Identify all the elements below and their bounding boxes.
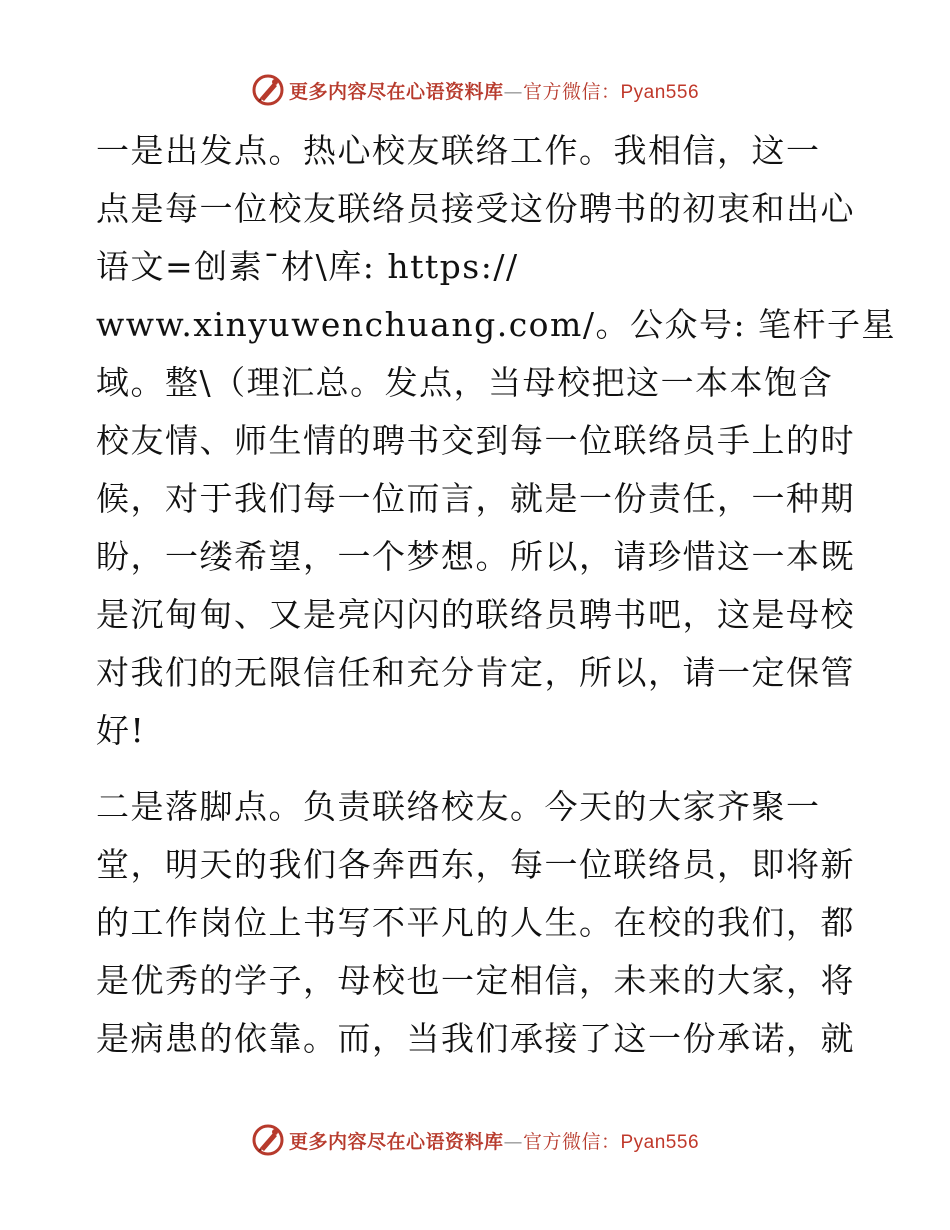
- pen-logo-icon: [251, 73, 285, 107]
- text-line: 二是落脚点。负责联络校友。今天的大家齐聚一: [96, 787, 821, 826]
- text-line: 好!: [96, 711, 146, 750]
- text-line: 堂，明天的我们各奔西东，每一位联络员，即将新: [96, 845, 855, 884]
- footer-banner-text: [289, 1127, 699, 1154]
- header-brand: 更多内容尽在心语资料库: [288, 80, 504, 103]
- paragraph-gap: [96, 760, 856, 778]
- paragraph-1: [96, 122, 897, 760]
- text-line: www.xinyuwenchuang.com/。公众号: 笔杆子星: [96, 305, 897, 344]
- footer-separator: —: [503, 1130, 523, 1153]
- text-line: 对我们的无限信任和充分肯定，所以，请一定保管: [96, 653, 855, 692]
- text-line: 的工作岗位上书写不平凡的人生。在校的我们，都: [96, 903, 855, 942]
- footer-wechat-label: 官方微信：: [522, 1130, 621, 1153]
- footer-wechat-id: Pyan556: [620, 1131, 700, 1153]
- pen-logo-icon: [251, 1123, 285, 1157]
- header-wechat-id: Pyan556: [620, 81, 700, 103]
- text-line: 一是出发点。热心校友联络工作。我相信，这一: [96, 131, 821, 170]
- text-line: 是病患的依靠。而，当我们承接了这一份承诺，就: [96, 1019, 855, 1058]
- text-line: 候，对于我们每一位而言，就是一份责任，一种期: [96, 479, 855, 518]
- text-line: 域。整\（理汇总。发点，当母校把这一本本饱含: [96, 363, 834, 402]
- footer-banner: [0, 1120, 950, 1160]
- header-separator: —: [503, 80, 523, 103]
- header-wechat-label: 官方微信：: [522, 80, 621, 103]
- text-line: 是优秀的学子，母校也一定相信，未来的大家，将: [96, 961, 855, 1000]
- footer-brand: 更多内容尽在心语资料库: [288, 1130, 504, 1153]
- header-banner-text: [289, 77, 699, 104]
- paragraph-2: [96, 778, 856, 1068]
- text-line: 点是每一位校友联络员接受这份聘书的初衷和出心: [96, 189, 855, 228]
- text-line: 盼，一缕希望，一个梦想。所以，请珍惜这一本既: [96, 537, 855, 576]
- document-body: [96, 122, 897, 1068]
- text-line: 校友情、师生情的聘书交到每一位联络员手上的时: [96, 421, 855, 460]
- text-line: 语文=创素¯材\库: https://: [96, 247, 519, 286]
- text-line: 是沉甸甸、又是亮闪闪的联络员聘书吧，这是母校: [96, 595, 855, 634]
- header-banner: [0, 70, 950, 110]
